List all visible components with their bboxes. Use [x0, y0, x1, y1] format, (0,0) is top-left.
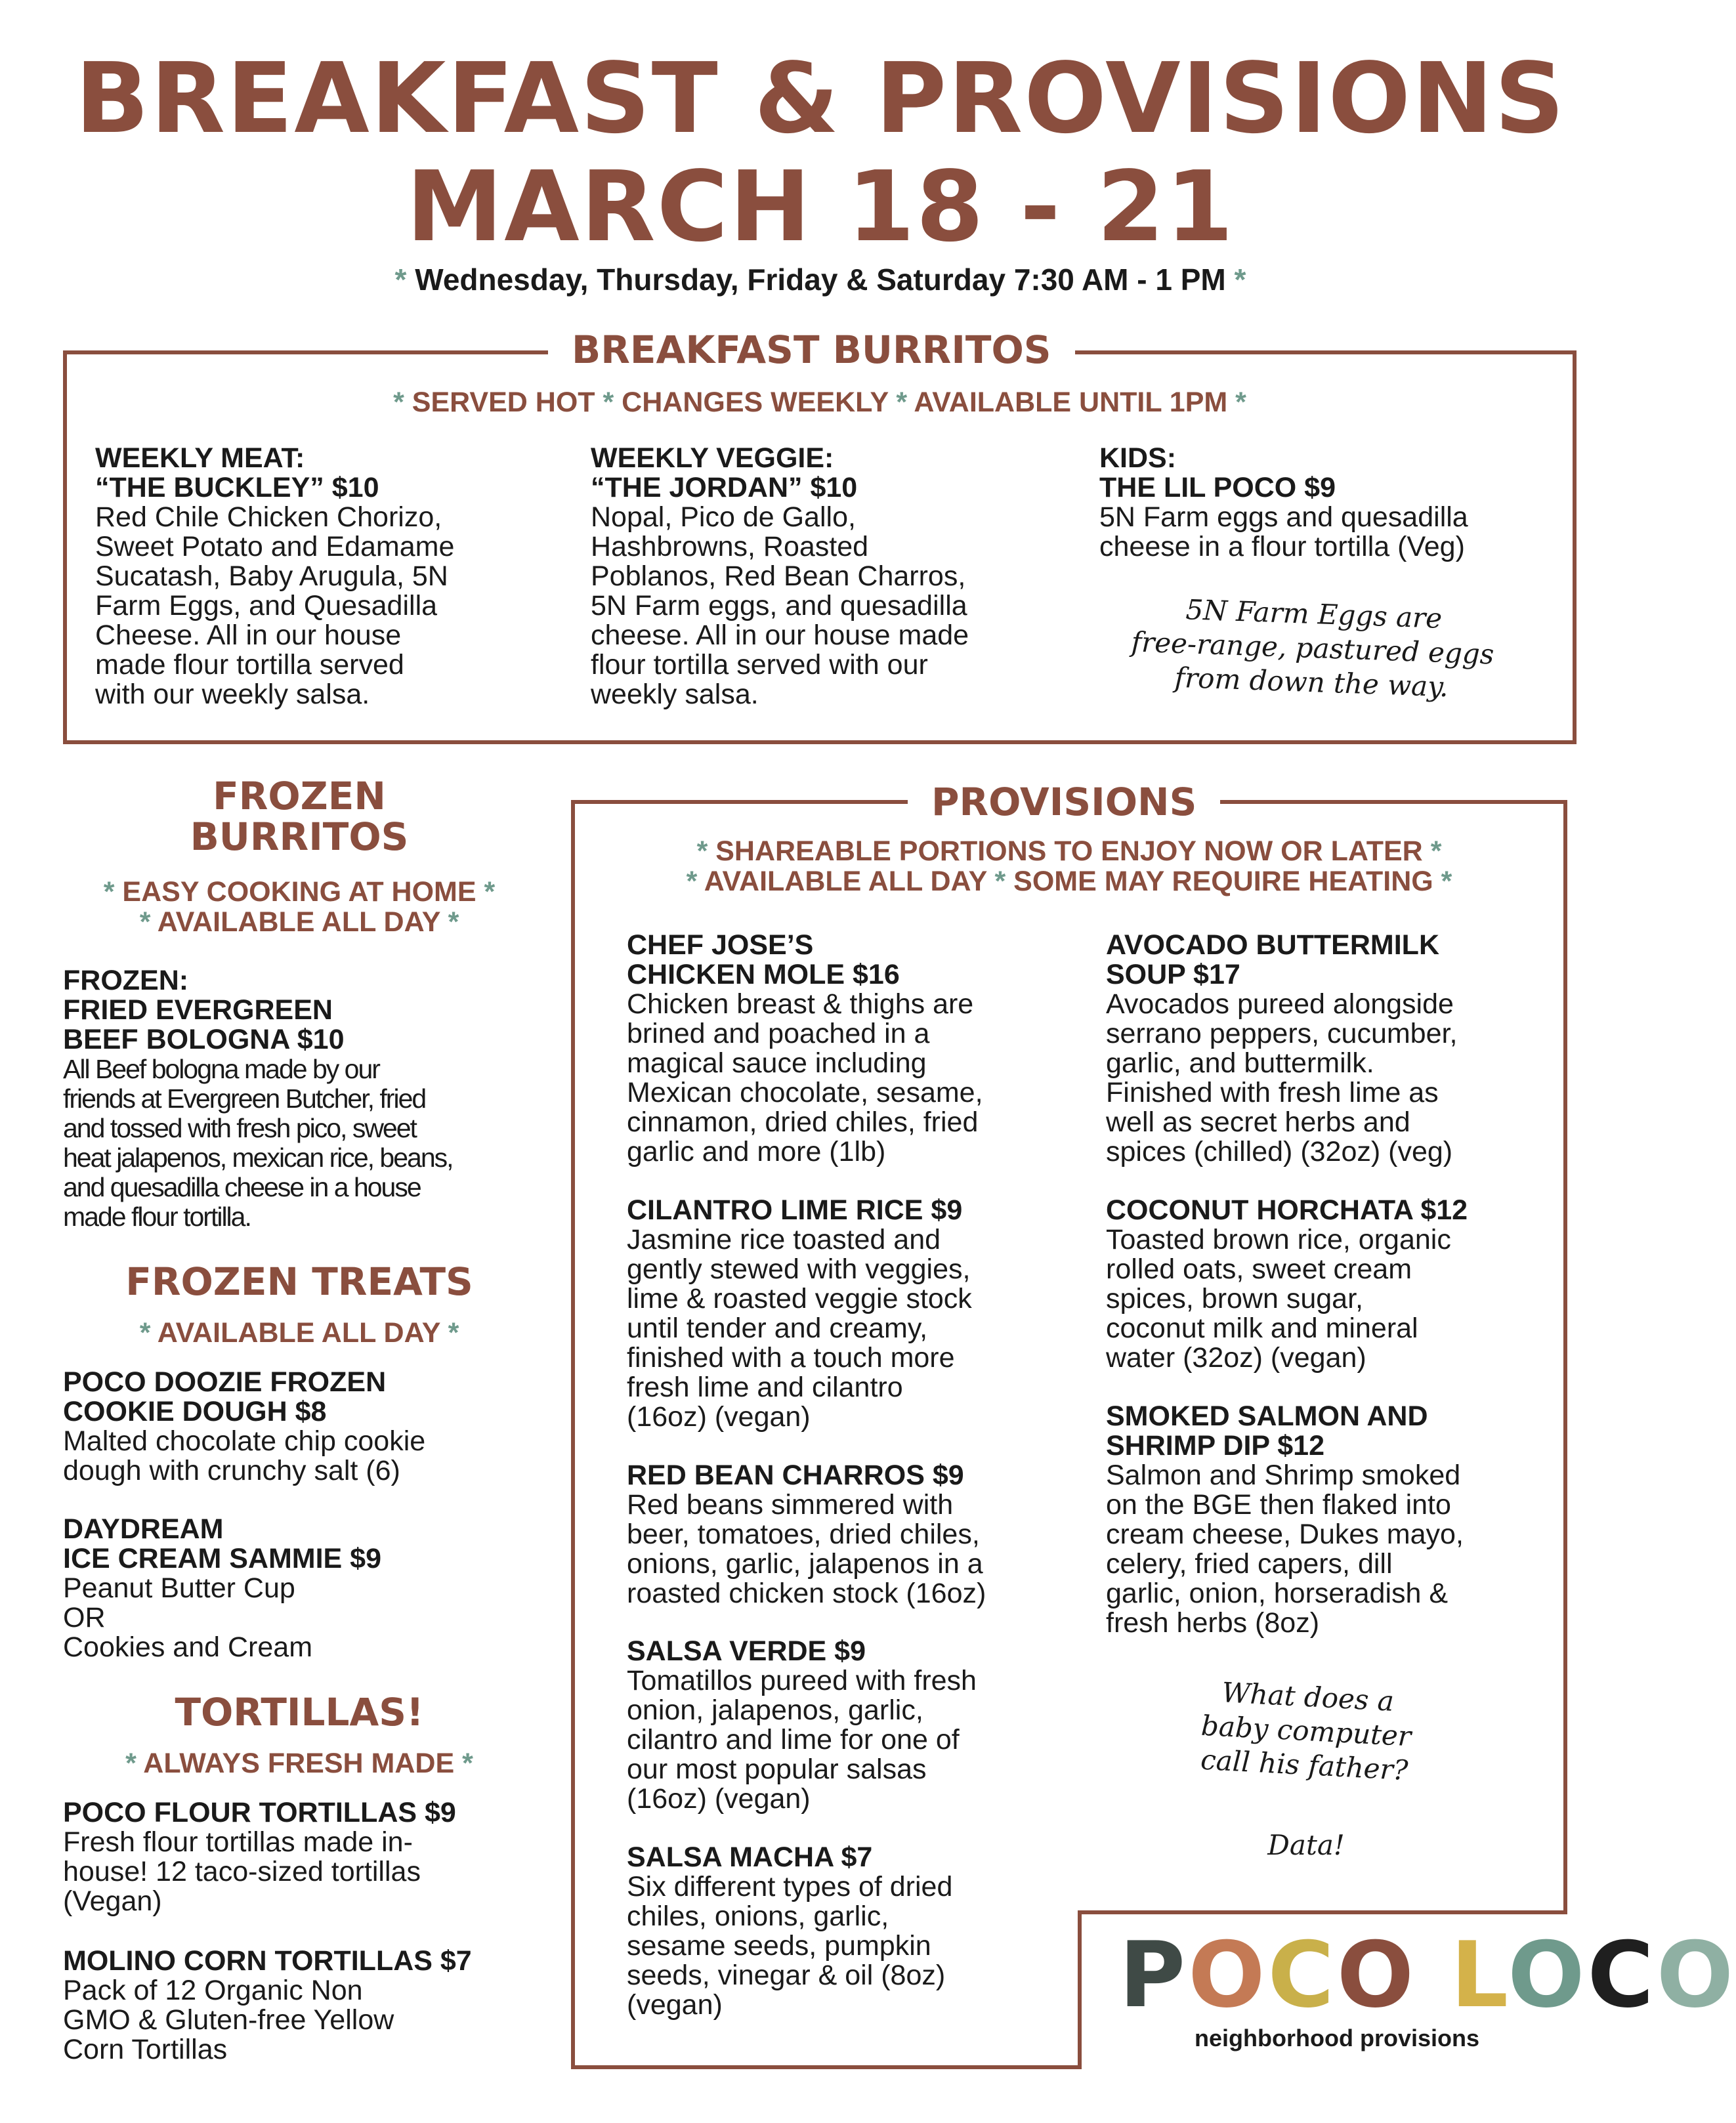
item-desc-line: GMO & Gluten-free Yellow: [63, 2004, 394, 2036]
item-desc-line: fresh lime and cilantro: [627, 1372, 903, 1403]
star-icon: *: [896, 387, 908, 418]
menu-item-corn-tortillas: [63, 1946, 562, 2065]
item-desc-line: well as secret herbs and: [1106, 1106, 1410, 1138]
item-name: AVOCADO BUTTERMILK: [1106, 929, 1440, 961]
menu-item-red-bean-charros: [627, 1461, 1086, 1608]
item-desc-line: roasted chicken stock (16oz): [627, 1578, 986, 1609]
menu-item-coconut-horchata: [1106, 1196, 1565, 1373]
menu-item-salsa-macha: [627, 1843, 1086, 2020]
item-desc-line: and tossed with fresh pico, sweet: [63, 1113, 416, 1143]
menu-item-salsa-verde: [627, 1637, 1086, 1814]
item-desc-line: Jasmine rice toasted and: [627, 1224, 941, 1255]
star-icon: *: [1430, 835, 1442, 867]
item-name: BEEF BOLOGNA $10: [63, 1024, 345, 1055]
note-line: 5N Farm Eggs are: [1185, 593, 1443, 635]
joke-line: baby computer: [1200, 1709, 1412, 1753]
item-desc-line: with our weekly salsa.: [95, 679, 370, 710]
item-desc-line: Malted chocolate chip cookie: [63, 1425, 426, 1457]
provisions-heading: PROVISIONS: [908, 779, 1220, 825]
item-desc-line: weekly salsa.: [591, 679, 759, 710]
item-desc-line: garlic and more (1lb): [627, 1136, 886, 1167]
item-desc-line: garlic, and buttermilk.: [1106, 1047, 1374, 1079]
item-desc-line: (16oz) (vegan): [627, 1401, 811, 1433]
item-desc-line: made flour tortilla.: [63, 1202, 251, 1232]
logo-letter: O: [1508, 1922, 1588, 2028]
item-desc-line: Nopal, Pico de Gallo,: [591, 501, 856, 533]
item-desc-line: and quesadilla cheese in a house: [63, 1172, 421, 1202]
joke-line: What does a: [1221, 1676, 1395, 1717]
menu-item-cookie-dough: [63, 1368, 549, 1486]
item-name: CHEF JOSE’S: [627, 929, 814, 961]
item-desc-line: finished with a touch more: [627, 1342, 955, 1374]
item-desc-line: Cookies and Cream: [63, 1631, 313, 1663]
joke-note: [1139, 1671, 1472, 1791]
item-desc-line: seeds, vinegar & oil (8oz): [627, 1960, 946, 1991]
star-icon: *: [139, 1317, 151, 1349]
item-desc-line: flour tortilla served with our: [591, 649, 928, 681]
tag: AVAILABLE ALL DAY: [157, 1317, 440, 1349]
tag: SOME MAY REQUIRE HEATING: [1013, 866, 1433, 897]
star-icon: *: [393, 387, 404, 418]
star-icon: *: [125, 1748, 137, 1779]
menu-item-chicken-mole: [627, 931, 1086, 1167]
poco-loco-logo: [1119, 1922, 1736, 2028]
item-desc-line: (vegan): [627, 1989, 723, 2021]
item-desc-line: until tender and creamy,: [627, 1313, 928, 1344]
item-desc-line: gently stewed with veggies,: [627, 1253, 971, 1285]
item-desc-line: 5N Farm eggs, and quesadilla: [591, 590, 967, 621]
item-name: POCO FLOUR TORTILLAS $9: [63, 1797, 456, 1828]
provisions-tags: [573, 836, 1565, 896]
tag: AVAILABLE ALL DAY: [704, 866, 987, 897]
item-desc-line: Red beans simmered with: [627, 1489, 954, 1521]
item-desc-line: garlic, onion, horseradish &: [1106, 1578, 1449, 1609]
tag: AVAILABLE ALL DAY: [157, 906, 440, 938]
item-name: THE LIL POCO $9: [1099, 472, 1336, 503]
item-desc-line: made flour tortilla served: [95, 649, 404, 681]
logo-letter: C: [1267, 1922, 1337, 2028]
item-desc-line: cheese in a flour tortilla (Veg): [1099, 531, 1465, 562]
item-desc-line: dough with crunchy salt (6): [63, 1455, 400, 1486]
item-name: “THE BUCKLEY” $10: [95, 472, 379, 503]
item-desc-line: lime & roasted veggie stock: [627, 1283, 972, 1314]
frozen-burritos-heading: [63, 776, 536, 857]
item-desc-line: beer, tomatoes, dried chiles,: [627, 1519, 980, 1550]
item-desc-line: Corn Tortillas: [63, 2034, 228, 2065]
heading-line: BURRITOS: [190, 814, 409, 859]
item-desc-line: OR: [63, 1602, 106, 1633]
item-desc-line: Avocados pureed alongside: [1106, 988, 1454, 1020]
star-icon: *: [394, 263, 407, 297]
star-icon: *: [603, 387, 614, 418]
item-desc-line: Poblanos, Red Bean Charros,: [591, 560, 966, 592]
logo-letter: L: [1450, 1922, 1508, 2028]
item-name: SALSA VERDE $9: [627, 1635, 866, 1667]
menu-item-weekly-meat: [95, 444, 555, 709]
tortillas-heading: TORTILLAS!: [175, 1690, 424, 1734]
item-desc-line: Peanut Butter Cup: [63, 1572, 295, 1604]
item-name: CILANTRO LIME RICE $9: [627, 1194, 963, 1226]
joke-punchline: Data!: [1267, 1829, 1345, 1861]
item-desc-line: on the BGE then flaked into: [1106, 1489, 1451, 1521]
item-desc-line: magical sauce including: [627, 1047, 927, 1079]
item-label: KIDS:: [1099, 442, 1177, 474]
logo-letter: O: [1336, 1922, 1417, 2028]
item-name: “THE JORDAN” $10: [591, 472, 858, 503]
item-desc-line: cheese. All in our house made: [591, 620, 969, 651]
menu-item-bologna: [63, 966, 549, 1232]
star-icon: *: [139, 906, 151, 938]
item-desc-line: onions, garlic, jalapenos in a: [627, 1548, 983, 1580]
logo-tagline: neighborhood provisions: [1195, 2025, 1479, 2051]
item-desc-line: Pack of 12 Organic Non: [63, 1975, 363, 2006]
item-name: POCO DOOZIE FROZEN: [63, 1366, 387, 1398]
item-desc-line: Salmon and Shrimp smoked: [1106, 1460, 1461, 1491]
item-desc-line: 5N Farm eggs and quesadilla: [1099, 501, 1468, 533]
item-desc-line: Cheese. All in our house: [95, 620, 402, 651]
frozen-burritos-tags: [63, 877, 536, 937]
item-desc-line: coconut milk and mineral: [1106, 1313, 1418, 1344]
item-desc-line: cinnamon, dried chiles, fried: [627, 1106, 979, 1138]
item-desc-line: spices, brown sugar,: [1106, 1283, 1363, 1314]
item-name: SMOKED SALMON AND: [1106, 1400, 1428, 1432]
menu-item-kids: [1099, 444, 1559, 562]
frozen-treats-tag: [63, 1318, 536, 1348]
menu-item-salmon-dip: [1106, 1402, 1565, 1638]
item-desc-line: Sweet Potato and Edamame: [95, 531, 455, 562]
menu-item-avocado-soup: [1106, 931, 1565, 1167]
item-name: CHICKEN MOLE $16: [627, 959, 900, 990]
item-desc-line: sesame seeds, pumpkin: [627, 1930, 931, 1962]
item-label: WEEKLY MEAT:: [95, 442, 305, 474]
star-icon: *: [696, 835, 708, 867]
star-icon: *: [1441, 866, 1452, 897]
item-desc-line: (16oz) (vegan): [627, 1783, 811, 1815]
page-title-line2: MARCH 18 - 21: [406, 150, 1235, 263]
heading-line: FROZEN: [213, 774, 386, 818]
item-name: COCONUT HORCHATA $12: [1106, 1194, 1468, 1226]
star-icon: *: [484, 876, 496, 908]
note-line: from down the way.: [1174, 661, 1449, 704]
item-name: MOLINO CORN TORTILLAS $7: [63, 1945, 472, 1977]
item-desc-line: Tomatillos pureed with fresh: [627, 1665, 977, 1696]
logo-letter: P: [1119, 1922, 1189, 2028]
star-icon: *: [103, 876, 115, 908]
item-desc-line: (Vegan): [63, 1885, 162, 1917]
tag: SERVED HOT: [412, 387, 595, 418]
star-icon: *: [448, 1317, 459, 1349]
item-desc-line: chiles, onions, garlic,: [627, 1901, 889, 1932]
item-desc-line: house! 12 taco-sized tortillas: [63, 1856, 421, 1887]
menu-item-cilantro-lime-rice: [627, 1196, 1086, 1432]
tag: SHAREABLE PORTIONS TO ENJOY NOW OR LATER: [715, 835, 1423, 867]
item-desc-line: serrano peppers, cucumber,: [1106, 1018, 1458, 1049]
tag: EASY COOKING AT HOME: [122, 876, 476, 908]
item-desc-line: Farm Eggs, and Quesadilla: [95, 590, 438, 621]
star-icon: *: [686, 866, 698, 897]
item-desc-line: fresh herbs (8oz): [1106, 1607, 1320, 1639]
note-line: free-range, pastured eggs: [1130, 625, 1495, 671]
page-title-line1: BREAKFAST & PROVISIONS: [75, 42, 1566, 155]
star-icon: *: [1235, 387, 1246, 418]
item-desc-line: heat jalapenos, mexican rice, beans,: [63, 1143, 453, 1173]
item-desc-line: onion, jalapenos, garlic,: [627, 1694, 923, 1726]
logo-letter: O: [1656, 1922, 1736, 2028]
star-icon: *: [1234, 263, 1246, 297]
logo-letter: C: [1587, 1922, 1657, 2028]
item-desc-line: Mexican chocolate, sesame,: [627, 1077, 983, 1108]
item-desc-line: celery, fried capers, dill: [1106, 1548, 1393, 1580]
item-desc-line: Fresh flour tortillas made in-: [63, 1826, 413, 1858]
item-desc-line: rolled oats, sweet cream: [1106, 1253, 1412, 1285]
item-name: ICE CREAM SAMMIE $9: [63, 1543, 382, 1574]
logo-letter: [1416, 1922, 1450, 2028]
star-icon: *: [994, 866, 1006, 897]
item-desc-line: cream cheese, Dukes mayo,: [1106, 1519, 1464, 1550]
hours: [0, 261, 1641, 298]
menu-item-weekly-veggie: [591, 444, 1063, 709]
item-desc-line: brined and poached in a: [627, 1018, 930, 1049]
item-desc-line: friends at Evergreen Butcher, fried: [63, 1083, 426, 1114]
item-name: FRIED EVERGREEN: [63, 994, 333, 1026]
item-name: DAYDREAM: [63, 1513, 224, 1545]
item-desc-line: Finished with fresh lime as: [1106, 1077, 1439, 1108]
tortillas-tag: [63, 1748, 536, 1778]
item-desc-line: Chicken breast & thighs are: [627, 988, 974, 1020]
item-name: SOUP $17: [1106, 959, 1240, 990]
eggs-note: [1101, 590, 1524, 707]
frozen-treats-heading: FROZEN TREATS: [125, 1259, 473, 1304]
menu-item-flour-tortillas: [63, 1798, 562, 1916]
tag: ALWAYS FRESH MADE: [143, 1748, 455, 1779]
item-desc-line: water (32oz) (vegan): [1106, 1342, 1366, 1374]
item-label: WEEKLY VEGGIE:: [591, 442, 834, 474]
item-desc-line: cilantro and lime for one of: [627, 1724, 960, 1755]
star-icon: *: [448, 906, 459, 938]
item-name: SHRIMP DIP $12: [1106, 1430, 1324, 1461]
menu-item-ice-cream-sammie: [63, 1515, 549, 1662]
item-desc-line: Six different types of dried: [627, 1871, 953, 1902]
logo-letter: O: [1188, 1922, 1268, 2028]
item-desc-line: spices (chilled) (32oz) (veg): [1106, 1136, 1453, 1167]
item-name: SALSA MACHA $7: [627, 1841, 873, 1873]
breakfast-burritos-tags: [63, 387, 1577, 417]
item-desc-line: Toasted brown rice, organic: [1106, 1224, 1451, 1255]
item-name: COOKIE DOUGH $8: [63, 1396, 327, 1427]
item-desc-line: our most popular salsas: [627, 1754, 927, 1785]
tag: CHANGES WEEKLY: [622, 387, 889, 418]
tag: AVAILABLE UNTIL 1PM: [914, 387, 1228, 418]
joke-line: call his father?: [1200, 1743, 1409, 1787]
item-desc-line: All Beef bologna made by our: [63, 1054, 379, 1084]
item-desc-line: Red Chile Chicken Chorizo,: [95, 501, 442, 533]
hours-text: Wednesday, Thursday, Friday & Saturday 7:30 AM - 1 PM: [415, 263, 1226, 297]
item-desc-line: Sucatash, Baby Arugula, 5N: [95, 560, 448, 592]
item-name: FROZEN:: [63, 965, 189, 996]
star-icon: *: [462, 1748, 473, 1779]
item-desc-line: Hashbrowns, Roasted: [591, 531, 869, 562]
item-name: RED BEAN CHARROS $9: [627, 1460, 964, 1491]
breakfast-burritos-heading: BREAKFAST BURRITOS: [548, 327, 1075, 373]
